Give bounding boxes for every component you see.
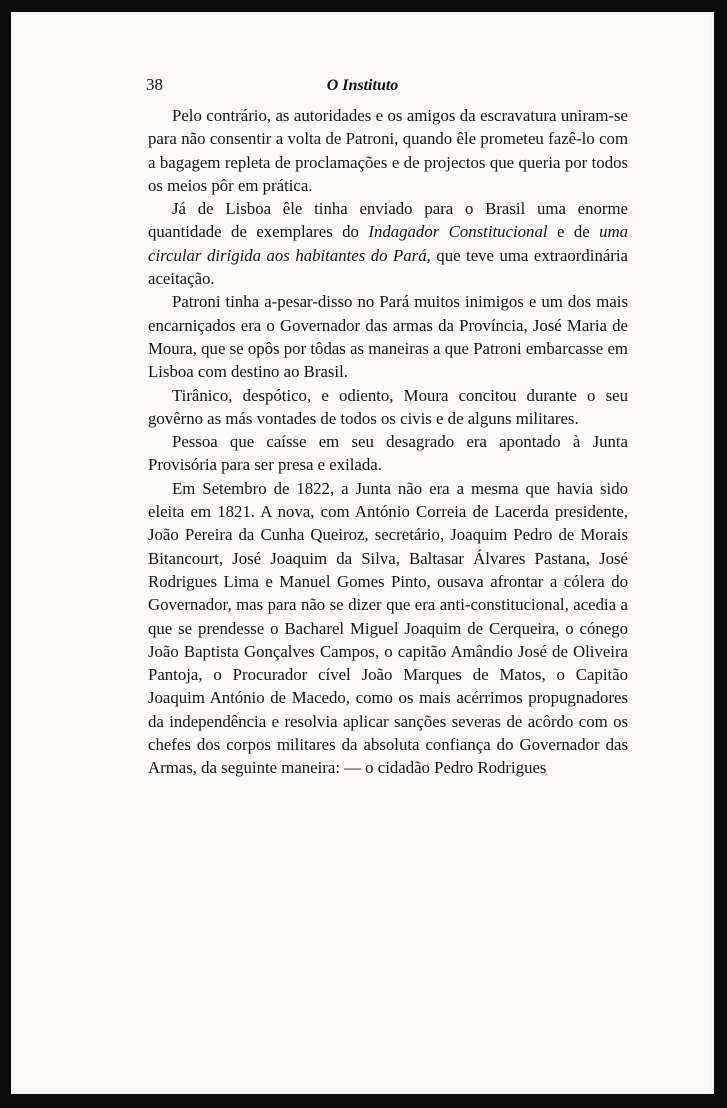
paragraph-1: Pelo contrário, as autoridades e os amigos da escravatura uniram-se para não consentir a volta de Patroni, quando êle prometeu fazê-lo com a bagagem repleta de proclamações e de projectos que queria por todos os meios pôr em prática. <box>148 106 628 195</box>
italic-title-indagador: Indagador Constitucional <box>368 222 548 242</box>
paragraph-3: Patroni tinha a-pesar-disso no Pará muitos inimigos e um dos mais encarniçados era o Governador das armas da Província, José Maria de Moura, que se opôs por tôdas as maneiras a que Patroni embarcasse em Lisboa com destino ao Brasil. <box>148 292 628 382</box>
paragraph-5: Pessoa que caísse em seu desagrado era apontado à Junta Provisória para ser presa e exilada. <box>148 432 628 475</box>
paragraph-2-text-c: que teve uma extraordinária aceitação. <box>148 245 628 289</box>
page-number: 38 <box>146 75 163 94</box>
body-text <box>148 104 628 780</box>
paragraph-2 <box>148 197 628 290</box>
paragraph-2-text-b: e de <box>547 222 600 242</box>
book-page <box>11 12 714 1094</box>
running-title: O Instituto <box>326 77 399 94</box>
paragraph-4: Tirânico, despótico, e odiento, Moura concitou durante o seu govêrno as más vontades de todos os civis e de alguns militares. <box>148 385 628 428</box>
italic-circular: uma circular dirigida aos habitantes do Pará, <box>148 222 629 265</box>
page-header <box>11 75 714 101</box>
paragraph-2-text-a: Já de Lisboa êle tinha enviado para o Brasil uma enorme quantidade de exemplares do <box>148 199 628 242</box>
paragraph-6: Em Setembro de 1822, a Junta não era a mesma que havia sido eleita em 1821. A nova, com António Correia de Lacerda presidente, João Pereira da Cunha Queiroz, secretário, Joaquim Pedro de Morais Bitancourt, José Joaquim da Silva, Baltasar Álvares Pastana, José Rodrigues Lima e Manuel Gomes Pinto, ousava afrontar a cólera do Governador, mas para não se dizer que era anti-constitucional, acedia a que se prendesse o Bacharel Miguel Joaquim de Cerqueira, o cónego João Baptista Gonçalves Campos, o capitão Amândio José de Oliveira Pantoja, o Procurador cível João Marques de Matos, o Capitão Joaquim António de Macedo, como os mais acérrimos propugnadores da independência e resolvia aplicar sanções severas de acôrdo com os chefes dos corpos militares da absoluta confiança do Governador das Armas, da seguinte maneira: — o cidadão Pedro Rodrigues <box>148 478 628 778</box>
